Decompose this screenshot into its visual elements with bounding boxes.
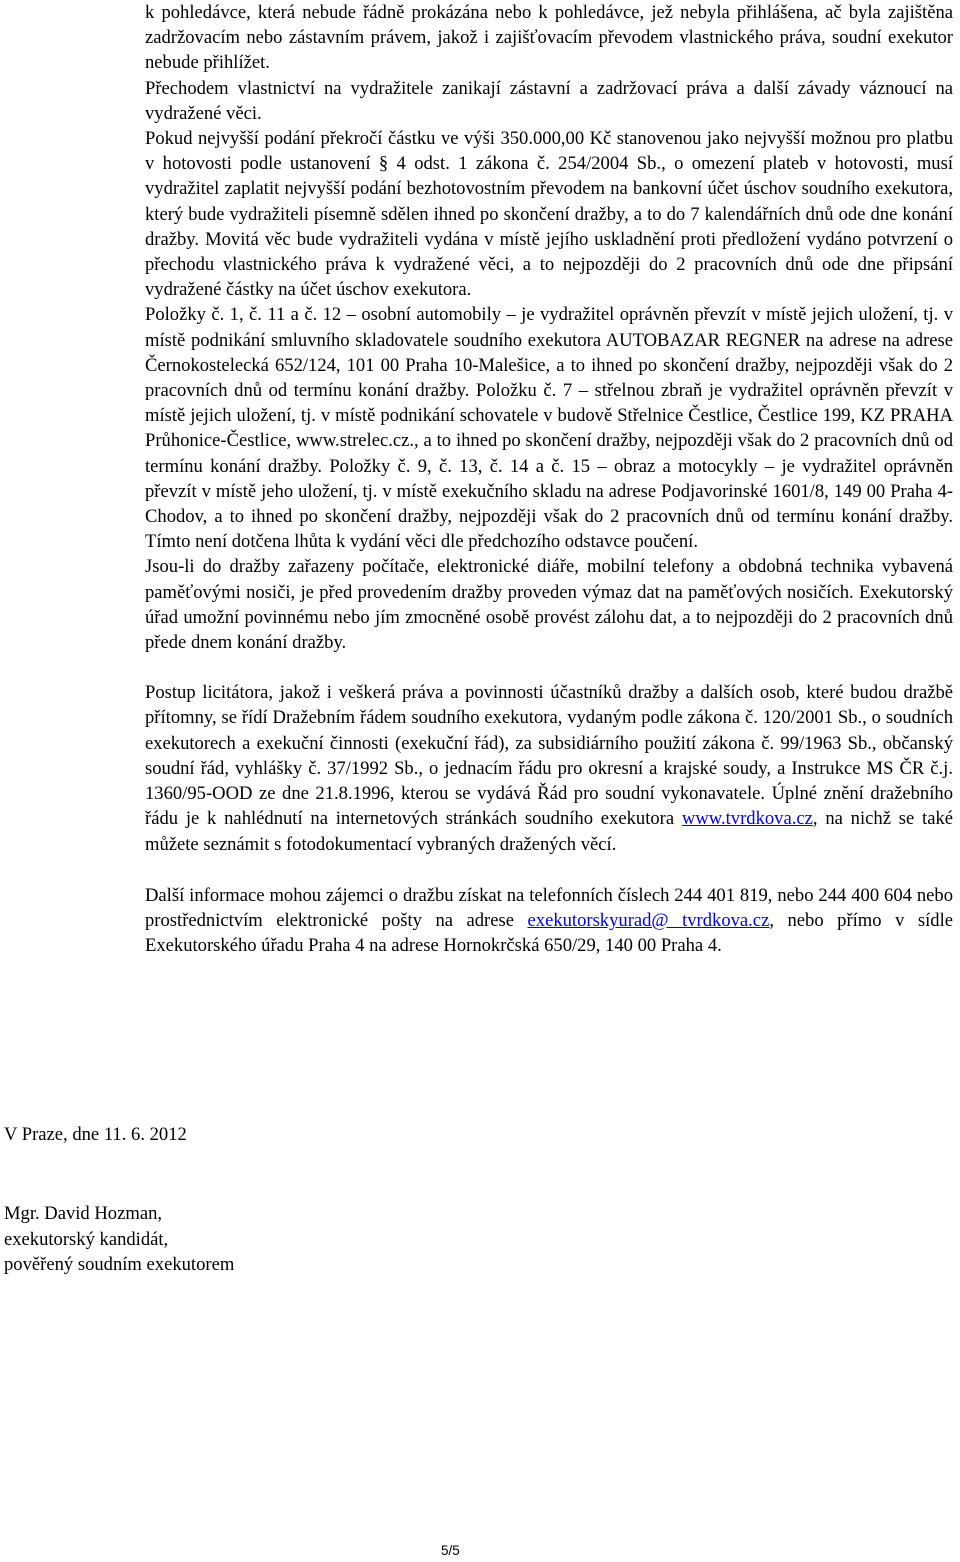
signatory-role: exekutorský kandidát, [4,1228,169,1250]
signatory-name: Mgr. David Hozman, [4,1203,163,1224]
paragraph-transfer-of-ownership: Přechodem vlastnictví na vydražitele zanikají zástavní a zadržovací práva a další závady váznoucí na vydražené věci. [145,77,953,124]
auction-rules-text: Postup licitátora, jakož i veškerá práva a povinnosti účastníků dražby a dalších osob, které budou dražbě přítomny, se řídí Dražebním řádem soudního exekutora, vydaným podle zákona č. 120/2001 Sb., o soudních exekutorech a exekuční činnosti (exekuční řád), za subsidiárního použití zákona č. 99/1963 Sb., občanský soudní řád, vyhlášky č. 37/1992 Sb., o jednacím řádu pro okresní a krajské soudy, a Instrukce MS ČR č.j. 1360/95-OOD ze dne 21.8.1996, kterou se vydává Řád pro soudní vykonavatele. Úplné znění dražebního řádu je k nahlédnutí na internetových stránkách soudního exekutora [145,682,953,830]
paragraph-claims-continuation: k pohledávce, která nebude řádně prokázána nebo k pohledávce, jež nebyla přihlášena, ač byla zajištěna zadržovacím nebo zástavním právem, jakož i zajišťovacím převodem vlastnického práva, soudní exekutor nebude přihlížet. [145,2,953,74]
document-body [145,0,953,958]
website-link[interactable]: www.tvrdkova.cz [681,808,813,830]
signature-block [4,1201,234,1278]
paragraph-data-erasure: Jsou-li do dražby zařazeny počítače, elektronické diáře, mobilní telefony a obdobná technika vybavená paměťovými nosiči, je před provedením dražby proveden výmaz dat na paměťových nosičích. Exekutorský úřad umožní povinnému nebo jím zmocněné osobě provést zálohu dat, a to nejpozději do 2 pracovních dnů přede dnem konání dražby. [145,556,953,654]
page-number: 5/5 [441,1543,460,1558]
email-link[interactable]: exekutorskyurad@ tvrdkova.cz [527,909,770,931]
signatory-authority: pověřený soudním exekutorem [4,1254,235,1275]
place-and-date: V Praze, dne 11. 6. 2012 [4,1124,187,1145]
paragraph-spacer [145,655,953,680]
auction-rules-text-end: , na nichž se také můžete seznámit s fotodokumentací vybraných dražených věcí. [145,808,953,855]
paragraph-payment-terms: Pokud nejvyšší podání překročí částku ve výši 350.000,00 Kč stanovenou jako nejvyšší možnou pro platbu v hotovosti podle ustanovení § 4 odst. 1 zákona č. 254/2004 Sb., o omezení plateb v hotovosti, musí vydražitel zaplatit nejvyšší podání bezhotovostním převodem na bankovní účet úschov soudního exekutora, který bude vydražiteli písemně sdělen ihned po skončení dražby, a to do 7 kalendářních dnů ode dne konání dražby. Movitá věc bude vydražiteli vydána v místě jejího uskladnění proti předložení vydáno potvrzení o přechodu vlastnického práva k vydražené věci, a to nejpozději do 2 pracovních dnů ode dne připsání vydražené částky na účet úschov exekutora. [145,128,953,301]
contact-info-text-end: , nebo přímo v sídle Exekutorského úřadu Praha 4 na adrese Hornokrčská 650/29, 140 00 Praha 4. [145,909,953,957]
contact-info-text: Další informace mohou zájemci o dražbu získat na telefonních číslech 244 401 819, nebo 244 400 604 nebo prostřednictvím elektronické pošty na adrese [145,884,953,931]
paragraph-contact-info [145,883,953,959]
paragraph-pickup-terms: Položky č. 1, č. 11 a č. 12 – osobní automobily – je vydražitel oprávněn převzít v místě jejich uložení, tj. v místě podnikání smluvního skladovatele soudního exekutora AUTOBAZAR REGNER na adrese na adrese Černokostelecká 652/124, 101 00 Praha 10-Malešice, a to ihned po skončení dražby, nejpozději však do 2 pracovních dnů od termínu konání dražby. Položku č. 7 – střelnou zbraň je vydražitel oprávněn převzít v místě jejich uložení, tj. v místě podnikání schovatele v budově Střelnice Čestlice, Čestlice 199, KZ PRAHA Průhonice-Čestlice, www.strelec.cz., a to ihned po skončení dražby, nejpozději však do 2 pracovních dnů od termínu konání dražby. Položky č. 9, č. 13, č. 14 a č. 15 – obraz a motocykly – je vydražitel oprávněn převzít v místě jeho uložení, tj. v místě exekučního skladu na adrese Podjavorinské 1601/8, 149 00 Praha 4-Chodov, a to ihned po skončení dražby, nejpozději však do 2 pracovních dnů od termínu konání dražby. Tímto není dotčena lhůta k vydání věci dle předchozího odstavce poučení. [145,304,953,553]
paragraph-auction-rules [145,680,953,856]
paragraph-spacer [145,857,953,883]
